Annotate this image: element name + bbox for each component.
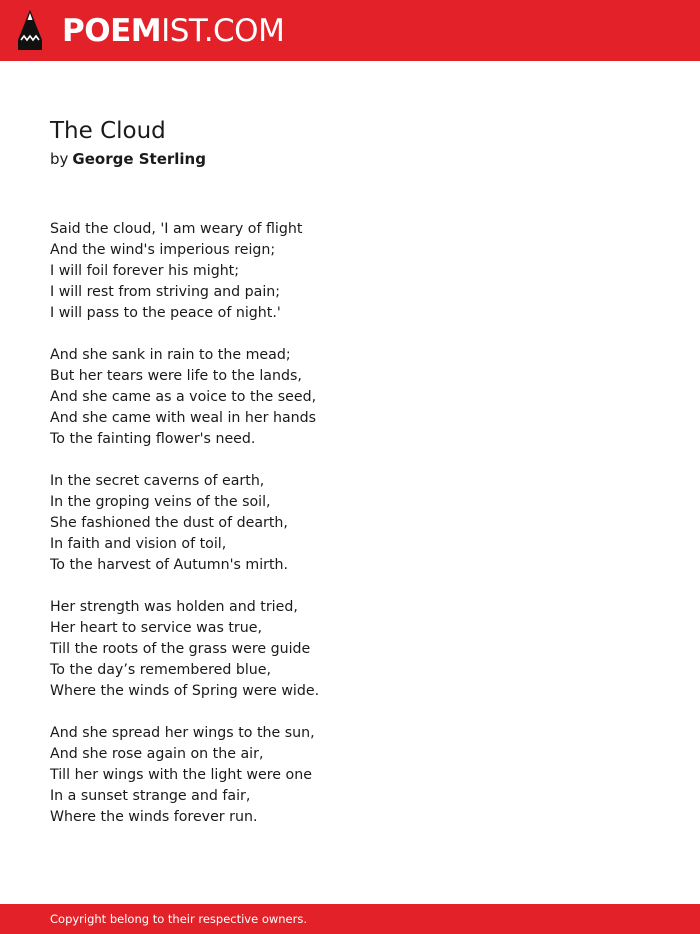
poem-line: Where the winds forever run. bbox=[50, 809, 258, 825]
poem-line: And she came with weal in her hands bbox=[50, 410, 317, 426]
by-label: by bbox=[50, 150, 69, 168]
poem-line: I will pass to the peace of night.' bbox=[50, 305, 281, 321]
poem-title: The Cloud bbox=[50, 118, 166, 144]
poem-line: In the groping veins of the soil, bbox=[50, 494, 271, 510]
poem-line: And she spread her wings to the sun, bbox=[50, 725, 315, 741]
poem-stanza bbox=[50, 597, 650, 702]
site-footer bbox=[0, 904, 700, 934]
poem-line: Her strength was holden and tried, bbox=[50, 599, 298, 615]
site-header bbox=[0, 0, 700, 61]
copyright-text: Copyright belong to their respective owners. bbox=[50, 912, 308, 926]
poem-stanza bbox=[50, 345, 650, 450]
poem-author: George Sterling bbox=[72, 150, 206, 168]
poem-line: To the fainting flower's need. bbox=[50, 431, 256, 447]
poem-line: And she rose again on the air, bbox=[50, 746, 264, 762]
poem-line: Where the winds of Spring were wide. bbox=[50, 683, 320, 699]
poem-line: Said the cloud, 'I am weary of flight bbox=[50, 221, 303, 237]
poem-line: Her heart to service was true, bbox=[50, 620, 262, 636]
logo-brand-light: IST.COM bbox=[161, 13, 285, 49]
poem-line: And she sank in rain to the mead; bbox=[50, 347, 291, 363]
poem-line: To the harvest of Autumn's mirth. bbox=[50, 557, 289, 573]
poem-line: And she came as a voice to the seed, bbox=[50, 389, 317, 405]
poem-line: To the day’s remembered blue, bbox=[50, 662, 272, 678]
pencil-icon[interactable] bbox=[17, 9, 43, 51]
poem-byline bbox=[50, 148, 206, 170]
poem-line: In a sunset strange and fair, bbox=[50, 788, 251, 804]
poem-line: In the secret caverns of earth, bbox=[50, 473, 265, 489]
poem-line: I will rest from striving and pain; bbox=[50, 284, 281, 300]
poem-line: Till her wings with the light were one bbox=[50, 767, 312, 783]
poem-stanza bbox=[50, 219, 650, 324]
poem-line: But her tears were life to the lands, bbox=[50, 368, 302, 384]
poem-line: She fashioned the dust of dearth, bbox=[50, 515, 288, 531]
poem-line: Till the roots of the grass were guide bbox=[50, 641, 311, 657]
poem-stanza bbox=[50, 723, 650, 828]
poem-line: And the wind's imperious reign; bbox=[50, 242, 276, 258]
poem-line: In faith and vision of toil, bbox=[50, 536, 227, 552]
poem-stanza bbox=[50, 471, 650, 576]
logo-brand-bold: POEM bbox=[62, 13, 162, 49]
poem-line: I will foil forever his might; bbox=[50, 263, 240, 279]
site-logo[interactable] bbox=[62, 12, 284, 50]
poem-body bbox=[50, 219, 650, 849]
